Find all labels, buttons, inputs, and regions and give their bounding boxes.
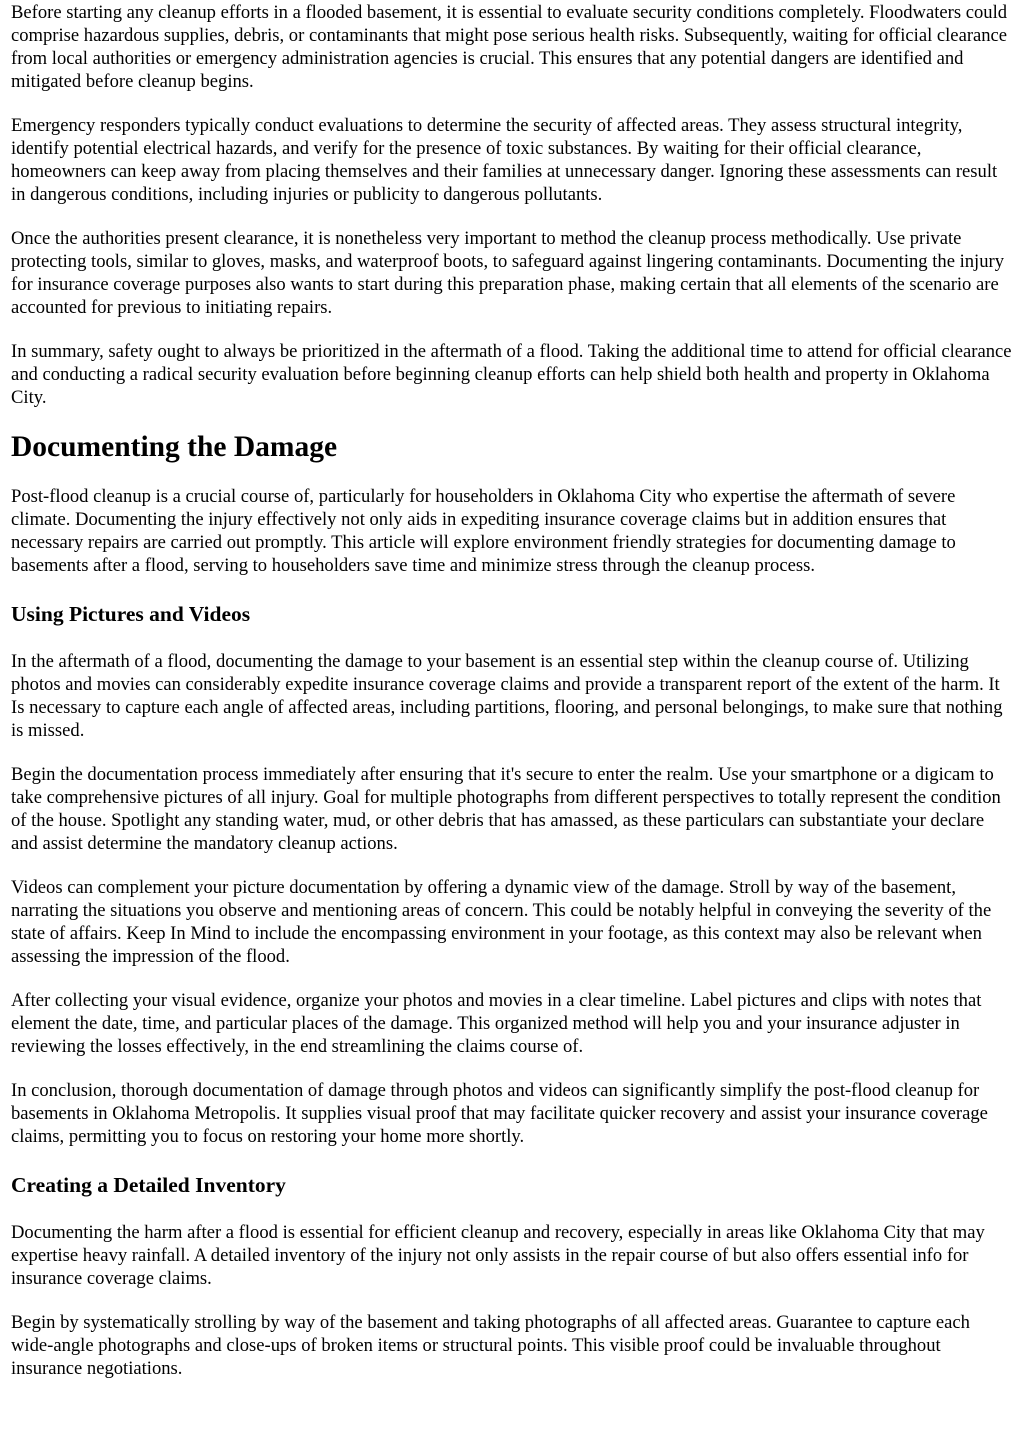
paragraph: Once the authorities present clearance, it is nonetheless very important to method the cleanup process methodically. Use private protecting tools, similar to gloves, masks, and waterproof boots, to safeguard against lingering contaminants. Documenting the injury for insurance coverage purposes also wants to start during this preparation phase, making certain that all elements of the scenario are accounted for previous to initiating repairs.	[11, 228, 1005, 318]
inventory-section	[11, 1172, 1014, 1380]
paragraph: Emergency responders typically conduct evaluations to determine the security of affected areas. They assess structural integrity, identify potential electrical hazards, and verify for the presence of toxic substances. By waiting for their official clearance, homeowners can keep away from placing themselves and their families at unnecessary danger. Ignoring these assessments can result in dangerous conditions, including injuries or publicity to dangerous pollutants.	[11, 115, 998, 205]
paragraph: Begin the documentation process immediately after ensuring that it's secure to enter the realm. Use your smartphone or a digicam to take comprehensive pictures of all injury. Goal for multiple photographs from different perspectives to totally represent the condition of the house. Spotlight any standing water, mud, or other debris that has amassed, as these particulars can substantiate your declare and assist determine the mandatory cleanup actions.	[11, 764, 1001, 854]
paragraph: Videos can complement your picture documentation by offering a dynamic view of the damage. Stroll by way of the basement, narrating the situations you observe and mentioning areas of concern. This could be notably helpful in conveying the severity of the state of affairs. Keep In Mind to include the encompassing environment in your footage, as this context may also be relevant when assessing the impression of the flood.	[11, 877, 992, 967]
subsection-heading: Creating a Detailed Inventory	[11, 1173, 286, 1197]
paragraph: Post-flood cleanup is a crucial course of, particularly for householders in Oklahoma City who expertise the aftermath of severe climate. Documenting the injury effectively not only aids in expediting insurance coverage claims but in addition ensures that necessary repairs are carried out promptly. This article will explore environment friendly strategies for documenting damage to basements after a flood, serving to householders save time and minimize stress through the cleanup process.	[11, 486, 956, 576]
paragraph: Begin by systematically strolling by way of the basement and taking photographs of all affected areas. Guarantee to capture each wide-angle photographs and close-ups of broken items or structural points. This visible proof could be invaluable throughout insurance negotiations.	[11, 1312, 970, 1379]
subsection-heading: Using Pictures and Videos	[11, 602, 251, 626]
paragraph: Before starting any cleanup efforts in a flooded basement, it is essential to evaluate security conditions completely. Floodwaters could comprise hazardous supplies, debris, or contaminants that might pose serious health risks. Subsequently, waiting for official clearance from local authorities or emergency administration agencies is crucial. This ensures that any potential dangers are identified and mitigated before cleanup begins.	[11, 2, 1008, 92]
paragraph: Documenting the harm after a flood is essential for efficient cleanup and recovery, especially in areas like Oklahoma City that may expertise heavy rainfall. A detailed inventory of the injury not only assists in the repair course of but also offers essential info for insurance coverage claims.	[11, 1222, 985, 1289]
paragraph: In summary, safety ought to always be prioritized in the aftermath of a flood. Taking the additional time to attend for official clearance and conducting a radical security evaluation before beginning cleanup efforts can help shield both health and property in Oklahoma City.	[11, 341, 1012, 408]
pictures-section	[11, 601, 1014, 1148]
paragraph: After collecting your visual evidence, organize your photos and movies in a clear timeline. Label pictures and clips with notes that element the date, time, and particular places of the damage. This organized method will help you and your insurance adjuster in reviewing the losses effectively, in the end streamlining the claims course of.	[11, 990, 982, 1057]
section-heading: Documenting the Damage	[11, 431, 338, 463]
paragraph: In conclusion, thorough documentation of damage through photos and videos can significantly simplify the post-flood cleanup for basements in Oklahoma Metropolis. It supplies visual proof that may facilitate quicker recovery and assist your insurance coverage claims, permitting you to focus on restoring your home more shortly.	[11, 1080, 988, 1147]
article	[0, 1, 1024, 1380]
paragraph: In the aftermath of a flood, documenting the damage to your basement is an essential step within the cleanup course of. Utilizing photos and movies can considerably expedite insurance coverage claims and provide a transparent report of the extent of the harm. It Is necessary to capture each angle of affected areas, including partitions, flooring, and personal belongings, to make sure that nothing is missed.	[11, 651, 1003, 741]
intro-section	[11, 1, 1014, 409]
documenting-section	[11, 430, 1014, 577]
